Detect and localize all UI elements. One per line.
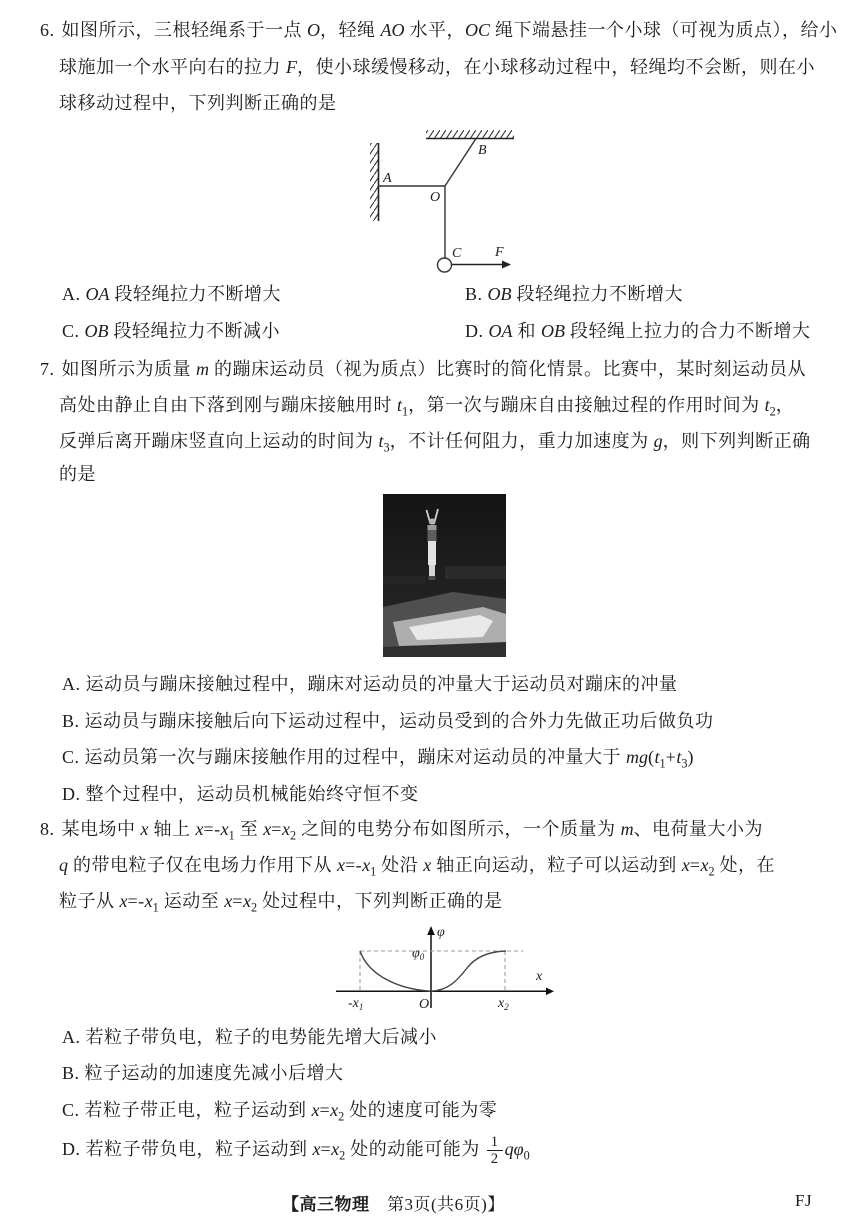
- q8-option-b-label: B.: [62, 1063, 80, 1083]
- q7-option-a-label: A.: [62, 674, 81, 694]
- q7-line-2: [59, 392, 794, 418]
- q7-line-1-text: 如图所示为质量 m 的蹦床运动员（视为质点）比赛时的简化情景。比赛中，某时刻运动员从: [61, 359, 806, 379]
- q8-option-a-text: 若粒子带负电，粒子的电势能先增大后减小: [85, 1027, 437, 1047]
- label-o: O: [430, 190, 441, 205]
- q6-line-2-text: 球施加一个水平向右的拉力 F，使小球缓慢移动，在小球移动过程中，轻绳均不会断，则在小: [59, 57, 815, 77]
- q8-option-c: [62, 1097, 497, 1123]
- phi0-label: $\varphi_0$: [412, 946, 425, 962]
- q7-line-3-text: 反弹后离开蹦床竖直向上运动的时间为 $t_3$，不计任何阻力，重力加速度为 g，则下列判断正确: [59, 431, 811, 455]
- footer-label-text: 【高三物理 第3页(共6页)】: [282, 1195, 505, 1214]
- q6-option-c-label: C.: [62, 321, 80, 341]
- label-f: F: [495, 245, 504, 260]
- q8-line-1: [40, 816, 763, 842]
- ball: [438, 258, 452, 272]
- q7-line-4: [59, 461, 96, 487]
- q6-option-b-text: OB 段轻绳拉力不断增大: [487, 284, 684, 304]
- q7-number: 7.: [40, 359, 55, 379]
- q6-option-a-label: A.: [62, 284, 81, 304]
- q7-option-b: [62, 708, 714, 734]
- x-axis-arrowhead: [546, 988, 554, 996]
- q8-line-1-text: 某电场中 x 轴上 $x=-x_1$ 至 $x=x_2$ 之间的电势分布如图所示，一个质量为 m、电荷量大小为: [61, 819, 764, 843]
- q8-option-d: [62, 1134, 530, 1167]
- label-a: A: [383, 171, 392, 186]
- q6-option-d: [465, 318, 811, 344]
- q7-option-b-label: B.: [62, 711, 80, 731]
- q8-option-d-text: 若粒子带负电，粒子运动到 $x=x_2$ 处的动能可能为 $\frac{1}{2}$ $q\varphi_0$: [85, 1134, 530, 1168]
- q6-option-b-label: B.: [465, 284, 483, 304]
- footer-code: FJ: [795, 1191, 813, 1210]
- footer-label: [282, 1190, 505, 1215]
- q7-line-4-text: 的是: [59, 464, 96, 484]
- q6-option-a: [62, 281, 281, 307]
- q6-option-a-text: OA 段轻绳拉力不断增大: [85, 284, 281, 304]
- q8-number: 8.: [40, 819, 55, 839]
- q6-option-d-text: OA 和 OB 段轻绳上拉力的合力不断增大: [488, 321, 811, 341]
- neg-x1-label: $-x_1$: [348, 996, 364, 1012]
- q6-rope-diagram: [356, 121, 575, 284]
- q6-line-1: [40, 17, 838, 43]
- rope-ob: [445, 139, 476, 187]
- q7-line-2-text: 高处由静止自由下落到刚与蹦床接触用时 $t_1$，第一次与蹦床自由接触过程的作用时间为 $t_2$，: [59, 395, 795, 419]
- q6-number: 6.: [40, 20, 55, 40]
- q7-option-a: [62, 671, 678, 697]
- potential-curve-right: [431, 951, 506, 991]
- q6-option-c: [62, 318, 280, 344]
- q8-line-3-text: 粒子从 $x=-x_1$ 运动至 $x=x_2$ 处过程中，下列判断正确的是: [59, 891, 503, 915]
- label-c: C: [452, 246, 462, 261]
- q7-option-c-text: 运动员第一次与蹦床接触作用的过程中，蹦床对运动员的冲量大于 $mg(t_1+t_3)$: [84, 747, 694, 771]
- q7-option-b-text: 运动员与蹦床接触后向下运动过程中，运动员受到的合外力先做正功后做负功: [84, 711, 714, 731]
- wall-hatch: [370, 143, 378, 221]
- q7-option-d-label: D.: [62, 784, 81, 804]
- y-axis-label: φ: [437, 925, 445, 940]
- q8-line-3: [59, 888, 503, 914]
- q7-line-3: [59, 428, 811, 454]
- ceiling-hatch: [426, 130, 514, 138]
- q6-option-d-label: D.: [465, 321, 484, 341]
- q7-line-1: [40, 356, 806, 382]
- q8-option-d-label: D.: [62, 1138, 81, 1159]
- force-arrowhead: [502, 261, 511, 269]
- q8-option-c-text: 若粒子带正电，粒子运动到 $x=x_2$ 处的速度可能为零: [84, 1100, 498, 1124]
- q8-line-2: [59, 852, 775, 878]
- origin-label: O: [419, 997, 430, 1012]
- q8-option-c-label: C.: [62, 1100, 80, 1120]
- photo-bg-structure: [445, 566, 506, 579]
- q6-option-c-text: OB 段轻绳拉力不断减小: [84, 321, 281, 341]
- photo-bg-floor: [383, 576, 425, 584]
- q8-potential-graph: [320, 912, 555, 1017]
- q8-option-a-label: A.: [62, 1027, 81, 1047]
- q8-option-a: [62, 1024, 437, 1050]
- q8-option-b-text: 粒子运动的加速度先减小后增大: [84, 1063, 344, 1083]
- q8-line-2-text: q 的带电粒子仅在电场力作用下从 $x=-x_1$ 处沿 x 轴正向运动，粒子可以运动到 $x=x_2$ 处，在: [59, 855, 776, 879]
- q7-option-a-text: 运动员与蹦床接触过程中，蹦床对运动员的冲量大于运动员对蹦床的冲量: [85, 674, 678, 694]
- q6-line-3: [59, 90, 337, 116]
- q6-option-b: [465, 281, 683, 307]
- q7-option-c-label: C.: [62, 747, 80, 767]
- q6-line-1-text: 如图所示，三根轻绳系于一点 O，轻绳 AO 水平，OC 绳下端悬挂一个小球（可视为质点），给小: [61, 20, 838, 40]
- label-b: B: [478, 143, 487, 158]
- x-axis-label: x: [536, 969, 543, 984]
- q7-trampoline-photo: [383, 494, 506, 657]
- x2-label: $x_2$: [498, 996, 509, 1012]
- q6-line-2: [59, 54, 815, 80]
- q7-option-d-text: 整个过程中，运动员机械能始终守恒不变: [85, 784, 419, 804]
- q7-option-d: [62, 781, 419, 807]
- q6-line-3-text: 球移动过程中，下列判断正确的是: [59, 93, 337, 113]
- q8-option-b: [62, 1060, 344, 1086]
- q7-option-c: [62, 744, 694, 770]
- y-axis-arrowhead: [427, 926, 435, 935]
